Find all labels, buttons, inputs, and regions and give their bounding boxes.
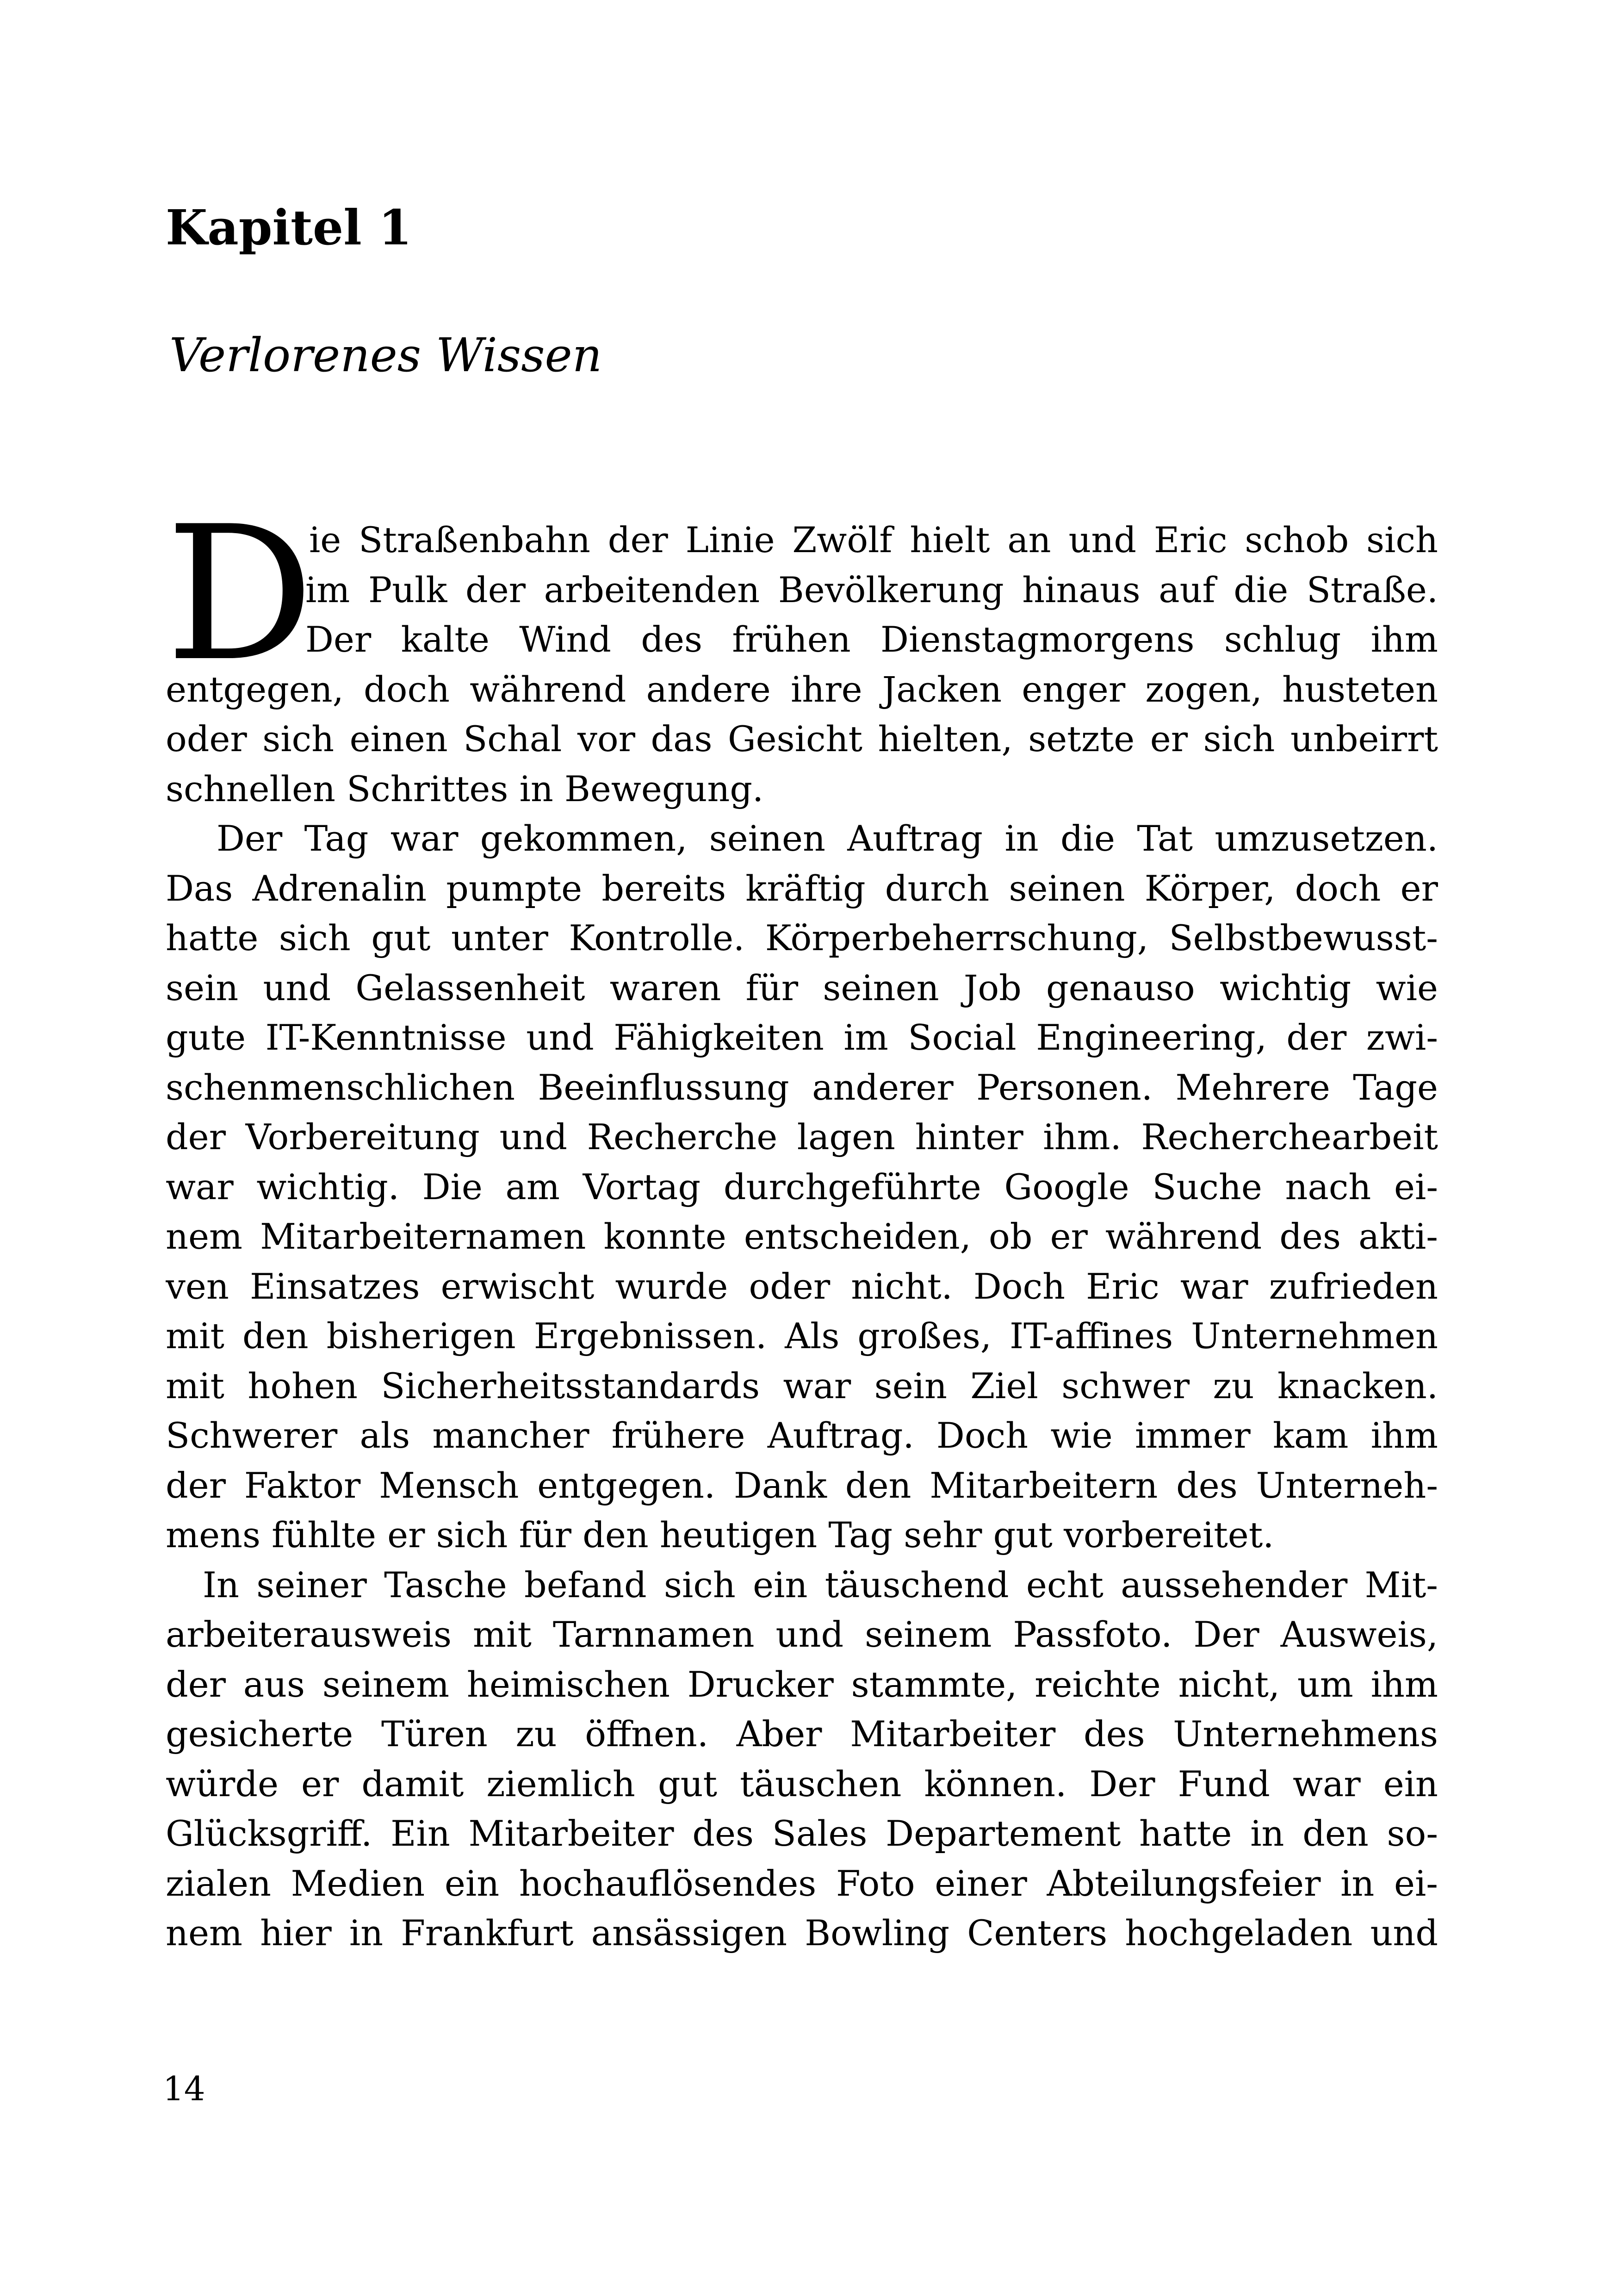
text-line: ven Einsatzes erwischt wurde oder nicht. Doch Eric war zufrieden <box>166 1265 1438 1307</box>
text-line: mit den bisherigen Ergebnissen. Als großes, IT-affines Unternehmen <box>166 1315 1438 1356</box>
text-line: zialen Medien ein hochauflösendes Foto einer Abteilungsfeier in ei- <box>166 1862 1438 1904</box>
text-line: nem Mitarbeiternamen konnte entscheiden, ob er während des akti- <box>166 1216 1438 1257</box>
drop-cap: D <box>166 487 314 702</box>
text-line: im Pulk der arbeitenden Bevölkerung hinaus auf die Straße. <box>305 569 1438 610</box>
text-line: Schwerer als mancher frühere Auftrag. Doch wie immer kam ihm <box>166 1415 1438 1456</box>
text-line: Der Tag war gekommen, seinen Auftrag in die Tat umzusetzen. <box>217 818 1438 859</box>
text-line: sein und Gelassenheit waren für seinen Job genauso wichtig wie <box>166 967 1438 1008</box>
text-line: nem hier in Frankfurt ansässigen Bowling Centers hochgeladen und <box>166 1912 1438 1954</box>
chapter-subtitle: Verlorenes Wissen <box>169 328 602 382</box>
text-line: Der kalte Wind des frühen Dienstagmorgens schlug ihm <box>305 619 1438 660</box>
chapter-title: Kapitel 1 <box>166 199 412 256</box>
text-line: mens fühlte er sich für den heutigen Tag sehr gut vorbereitet. <box>166 1514 1274 1556</box>
text-line: der aus seinem heimischen Drucker stammte, reichte nicht, um ihm <box>166 1663 1438 1705</box>
text-line: würde er damit ziemlich gut täuschen können. Der Fund war ein <box>166 1763 1438 1804</box>
text-line: ie Straßenbahn der Linie Zwölf hielt an und Eric schob sich <box>309 519 1438 560</box>
text-line: hatte sich gut unter Kontrolle. Körperbeherrschung, Selbstbewusst- <box>166 917 1438 958</box>
body-text <box>166 487 1438 1958</box>
page-number: 14 <box>163 2069 205 2108</box>
text-line: schnellen Schrittes in Bewegung. <box>166 768 764 809</box>
text-line: oder sich einen Schal vor das Gesicht hielten, setzte er sich unbeirrt <box>166 718 1438 759</box>
text-line: der Vorbereitung und Recherche lagen hinter ihm. Recherchearbeit <box>166 1116 1438 1157</box>
text-line: der Faktor Mensch entgegen. Dank den Mitarbeitern des Unterneh- <box>166 1464 1438 1506</box>
text-line: schenmenschlichen Beeinflussung anderer Personen. Mehrere Tage <box>166 1066 1438 1108</box>
text-line: mit hohen Sicherheitsstandards war sein Ziel schwer zu knacken. <box>166 1365 1438 1406</box>
text-line: Das Adrenalin pumpte bereits kräftig durch seinen Körper, doch er <box>166 867 1438 909</box>
text-line: Glücksgriff. Ein Mitarbeiter des Sales Departement hatte in den so- <box>166 1813 1438 1854</box>
text-line: entgegen, doch während andere ihre Jacken enger zogen, husteten <box>166 668 1438 710</box>
text-line: gute IT-Kenntnisse und Fähigkeiten im Social Engineering, der zwi- <box>166 1017 1438 1058</box>
text-line: arbeiterausweis mit Tarnnamen und seinem Passfoto. Der Ausweis, <box>166 1614 1438 1655</box>
text-line: gesicherte Türen zu öffnen. Aber Mitarbeiter des Unternehmens <box>166 1713 1438 1755</box>
text-line: In seiner Tasche befand sich ein täuschend echt aussehender Mit- <box>203 1564 1438 1605</box>
text-line: war wichtig. Die am Vortag durchgeführte Google Suche nach ei- <box>166 1166 1438 1207</box>
